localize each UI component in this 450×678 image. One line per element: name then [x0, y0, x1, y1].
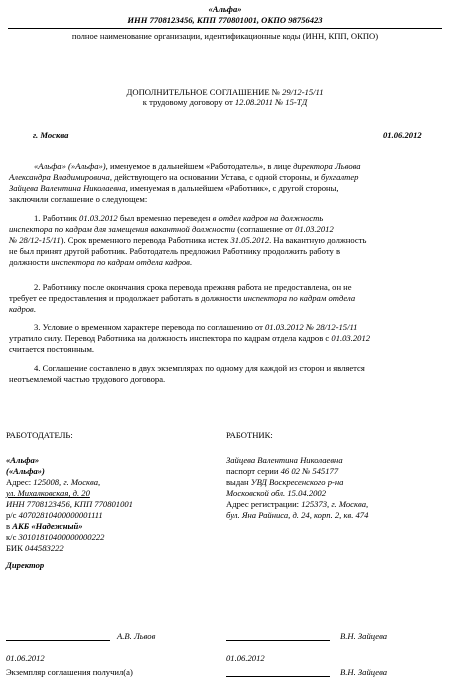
employer-heading: РАБОТОДАТЕЛЬ: — [6, 430, 73, 440]
employee-passport: паспорт серии 46 02 № 545177 — [226, 466, 339, 476]
employer-address: Адрес: 125008, г. Москва, — [6, 477, 101, 487]
clause-4: 4. Соглашение составлено в двух экземплярах по одному для каждой из сторон и является неотъемлемой частью трудового договора. — [9, 363, 365, 384]
document-date: 01.06.2012 — [383, 130, 422, 140]
title-prefix: ДОПОЛНИТЕЛЬНОЕ СОГЛАШЕНИЕ № — [126, 87, 283, 97]
employee-block — [226, 430, 446, 521]
contract-ref: 12.08.2011 № 15-ТД — [234, 97, 308, 107]
employee-signature-date: 01.06.2012 — [226, 653, 265, 663]
employer-inn: ИНН 7708123456, КПП 770801001 — [6, 499, 133, 509]
employer-signature-name: А.В. Львов — [117, 631, 156, 641]
org-codes: ИНН 7708123456, КПП 770801001, ОКПО 98756423 — [127, 15, 323, 25]
agreement-number: 29/12-15/11 — [282, 87, 324, 97]
preamble: «Альфа» (»Альфа»), именуемое в дальнейшем «Работодатель», в лице директора Львова Александра Владимировича, действующего на основании Устава, с одной стороны, и бухгалтер Зайцева Валентина Николаевна, именуемая в дальнейшем «Работник», с другой стороны, заключили соглашение о следующем: — [9, 161, 361, 204]
clause-1: 1. Работник 01.03.2012 был временно переведен в отдел кадров на должность инспектора по кадрам для замещения вакантной должности (соглашение от 01.03.2012 № 28/12-15/11). Срок временного перевода Работника истек 31.05.2012. На вакантную должность не был принят другой работник. Работодатель предложил Работнику продолжить работу в должности инспектора по кадрам отдела кадров. — [9, 213, 367, 267]
employee-passport-issuer: выдан УВД Воскресенского р-на — [226, 477, 344, 487]
employee-signature-name: В.Н. Зайцева — [340, 631, 388, 641]
employer-account: р/с 40702810400000001111 — [6, 510, 103, 520]
receipt-label: Экземпляр соглашения получил(а) — [6, 667, 133, 677]
receipt-signature-name: В.Н. Зайцева — [340, 667, 388, 677]
clause-3: 3. Условие о временном характере перевода по соглашению от 01.03.2012 № 28/12-15/11 утратило силу. Перевод Работника на должность инспектора по кадрам отдела кадров с 01.03.2012 считается постоянным. — [9, 322, 371, 354]
employer-name: «Альфа» — [6, 455, 40, 465]
subtitle-prefix: к трудовому договору от — [142, 97, 235, 107]
employee-name: Зайцева Валентина Николаевна — [226, 455, 343, 465]
employer-position: Директор — [6, 560, 45, 570]
employee-registration-street: бул. Яна Райниса, д. 24, корп. 2, кв. 474 — [226, 510, 369, 520]
employer-bik: БИК 044583222 — [6, 543, 64, 553]
employee-registration: Адрес регистрации: 125373, г. Москва, — [226, 499, 369, 509]
employer-signature-line — [6, 640, 110, 641]
employer-name-short: («Альфа») — [6, 466, 45, 476]
employer-corr-account: к/с 30101810400000000222 — [6, 532, 105, 542]
header-rule — [8, 28, 442, 29]
employee-signature-line — [226, 640, 330, 641]
employee-heading: РАБОТНИК: — [226, 430, 273, 440]
employee-passport-issuer-2: Московской обл. 15.04.2002 — [226, 488, 327, 498]
clause-2: 2. Работнику после окончания срока перевода прежняя работа не предоставлена, он не требует ее предоставления и продолжает работать в должности инспектора по кадрам отдела кадров. — [9, 282, 356, 314]
receipt-signature-line — [226, 676, 330, 677]
employer-bank: в АКБ «Надежный» — [6, 521, 83, 531]
org-name: «Альфа» — [208, 4, 242, 14]
employer-street: ул. Михалковская, д. 20 — [6, 488, 90, 498]
document-subtitle — [0, 97, 450, 108]
city: г. Москва — [33, 130, 69, 140]
header-caption: полное наименование организации, идентификационные коды (ИНН, КПП, ОКПО) — [71, 31, 379, 41]
employer-block — [6, 430, 226, 571]
employer-signature-date: 01.06.2012 — [6, 653, 45, 663]
